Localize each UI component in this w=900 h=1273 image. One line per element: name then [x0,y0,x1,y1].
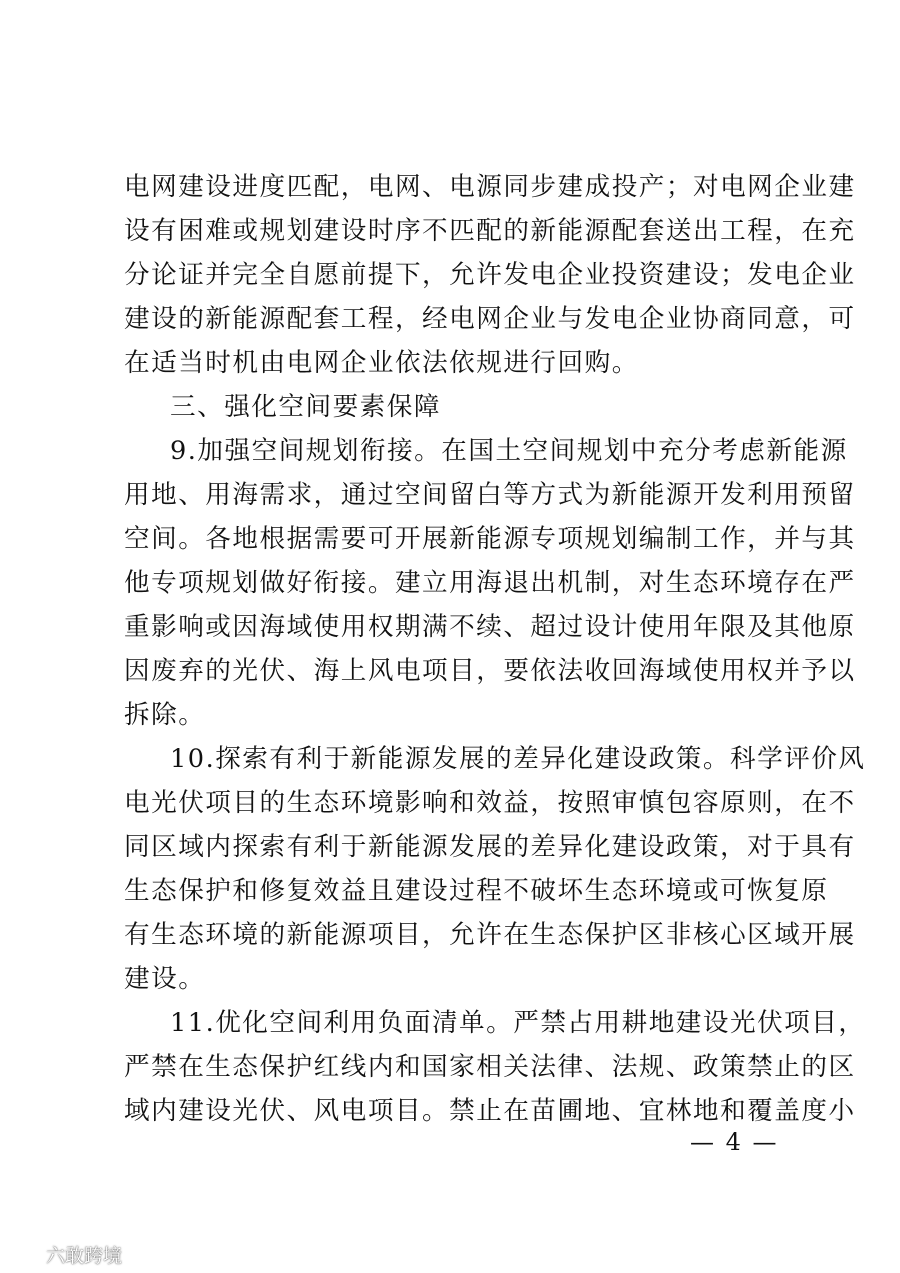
paragraph-start: 11.优化空间利用负面清单。严禁占用耕地建设光伏项目， [170,1008,866,1038]
text-line: 在适当时机由电网企业依法依规进行回购。 [124,348,639,378]
text-line: 因废弃的光伏、海上风电项目，要依法收回海域使用权并予以 [124,656,856,686]
page-number: — 4 — [690,1128,779,1156]
paragraph-start: 10.探索有利于新能源发展的差异化建设政策。科学评价风 [170,744,866,774]
text-line: 拆除。 [124,700,206,730]
text-line: 他专项规划做好衔接。建立用海退出机制，对生态环境存在严 [124,568,856,598]
section-heading: 三、强化空间要素保障 [170,392,441,422]
text-line: 电网建设进度匹配，电网、电源同步建成投产；对电网企业建 [124,172,856,202]
text-line: 重影响或因海域使用权期满不续、超过设计使用年限及其他原 [124,612,856,642]
watermark-text: 六敢跨境 [46,1244,123,1267]
brand-logo-icon [2,1239,44,1270]
text-line: 用地、用海需求，通过空间留白等方式为新能源开发利用预留 [124,480,856,510]
text-line: 有生态环境的新能源项目，允许在生态保护区非核心区域开展 [124,920,856,950]
text-line: 设有困难或规划建设时序不匹配的新能源配套送出工程，在充 [124,216,856,246]
text-line: 建设。 [124,964,206,994]
text-line: 同区域内探索有利于新能源发展的差异化建设政策，对于具有 [124,832,856,862]
text-line: 建设的新能源配套工程，经电网企业与发电企业协商同意，可 [124,304,856,334]
text-line: 域内建设光伏、风电项目。禁止在苗圃地、宜林地和覆盖度小 [124,1096,856,1126]
text-line: 电光伏项目的生态环境影响和效益，按照审慎包容原则，在不 [124,788,856,818]
text-line: 分论证并完全自愿前提下，允许发电企业投资建设；发电企业 [124,260,856,290]
text-line: 空间。各地根据需要可开展新能源专项规划编制工作，并与其 [124,524,856,554]
paragraph-start: 9.加强空间规划衔接。在国土空间规划中充分考虑新能源 [170,436,848,466]
watermark [2,1240,122,1268]
text-line: 生态保护和修复效益且建设过程不破坏生态环境或可恢复原 [124,876,829,906]
text-line: 严禁在生态保护红线内和国家相关法律、法规、政策禁止的区 [124,1052,856,1082]
